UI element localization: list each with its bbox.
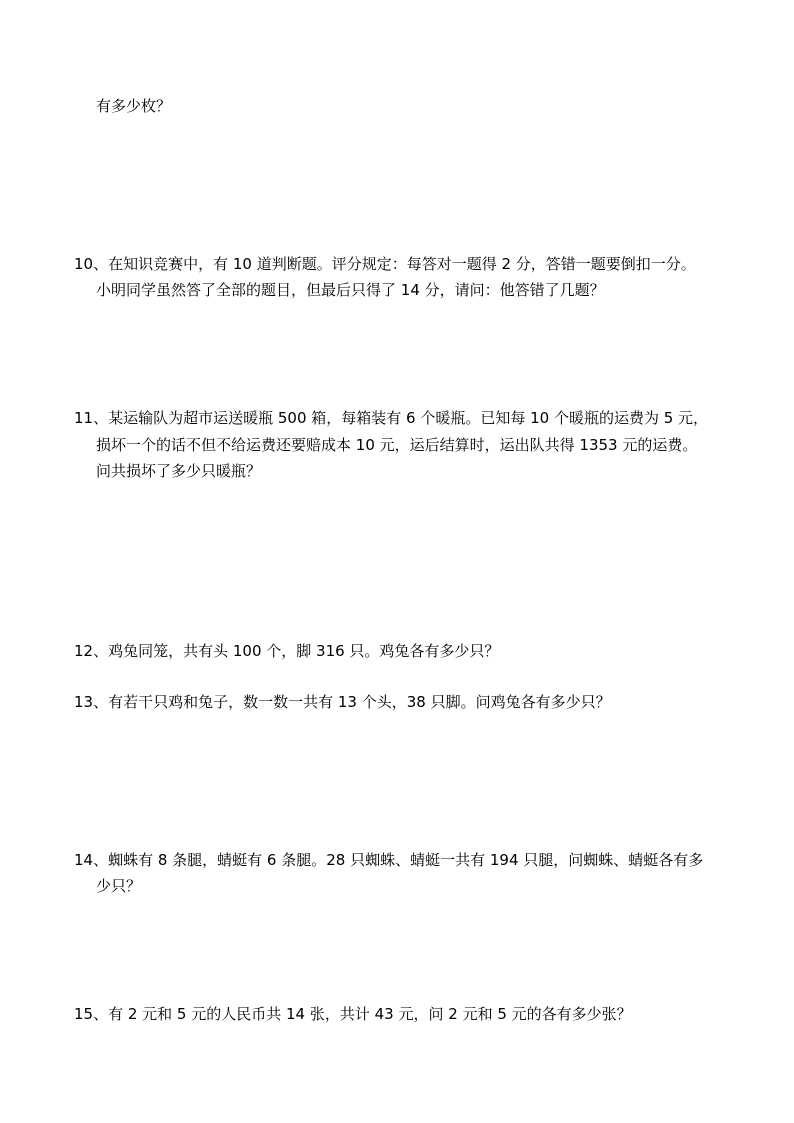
problem-11-line-1: 11、某运输队为超市运送暖瓶 500 箱，每箱装有 6 个暖瓶。已知每 10 个暖瓶的运费为 5 元，: [74, 409, 709, 427]
problem-10-line-1: 10、在知识竞赛中，有 10 道判断题。评分规定：每答对一题得 2 分，答错一题要倒扣一分。: [74, 255, 696, 273]
problem-13-line-1: 13、有若干只鸡和兔子，数一数一共有 13 个头，38 只脚。问鸡兔各有多少只？: [74, 693, 611, 711]
problem-9-continuation: 有多少枚？: [96, 97, 172, 115]
problem-11-line-3: 问共损坏了多少只暖瓶？: [96, 462, 262, 480]
problem-14-line-1: 14、蜘蛛有 8 条腿，蜻蜓有 6 条腿。28 只蜘蛛、蜻蜓一共有 194 只腿，问蜘蛛、蜻蜓各有多: [74, 851, 704, 869]
problem-12-line-1: 12、鸡兔同笼，共有头 100 个，脚 316 只。鸡兔各有多少只？: [74, 642, 500, 660]
problem-11-line-2: 损坏一个的话不但不给运费还要赔成本 10 元，运后结算时，运出队共得 1353 元的运费。: [96, 436, 698, 454]
problem-10-line-2: 小明同学虽然答了全部的题目，但最后只得了 14 分，请问：他答错了几题？: [96, 281, 605, 299]
problem-14-line-2: 少只？: [96, 877, 142, 895]
problem-15-line-1: 15、有 2 元和 5 元的人民币共 14 张，共计 43 元，问 2 元和 5 元的各有多少张？: [74, 1005, 632, 1023]
